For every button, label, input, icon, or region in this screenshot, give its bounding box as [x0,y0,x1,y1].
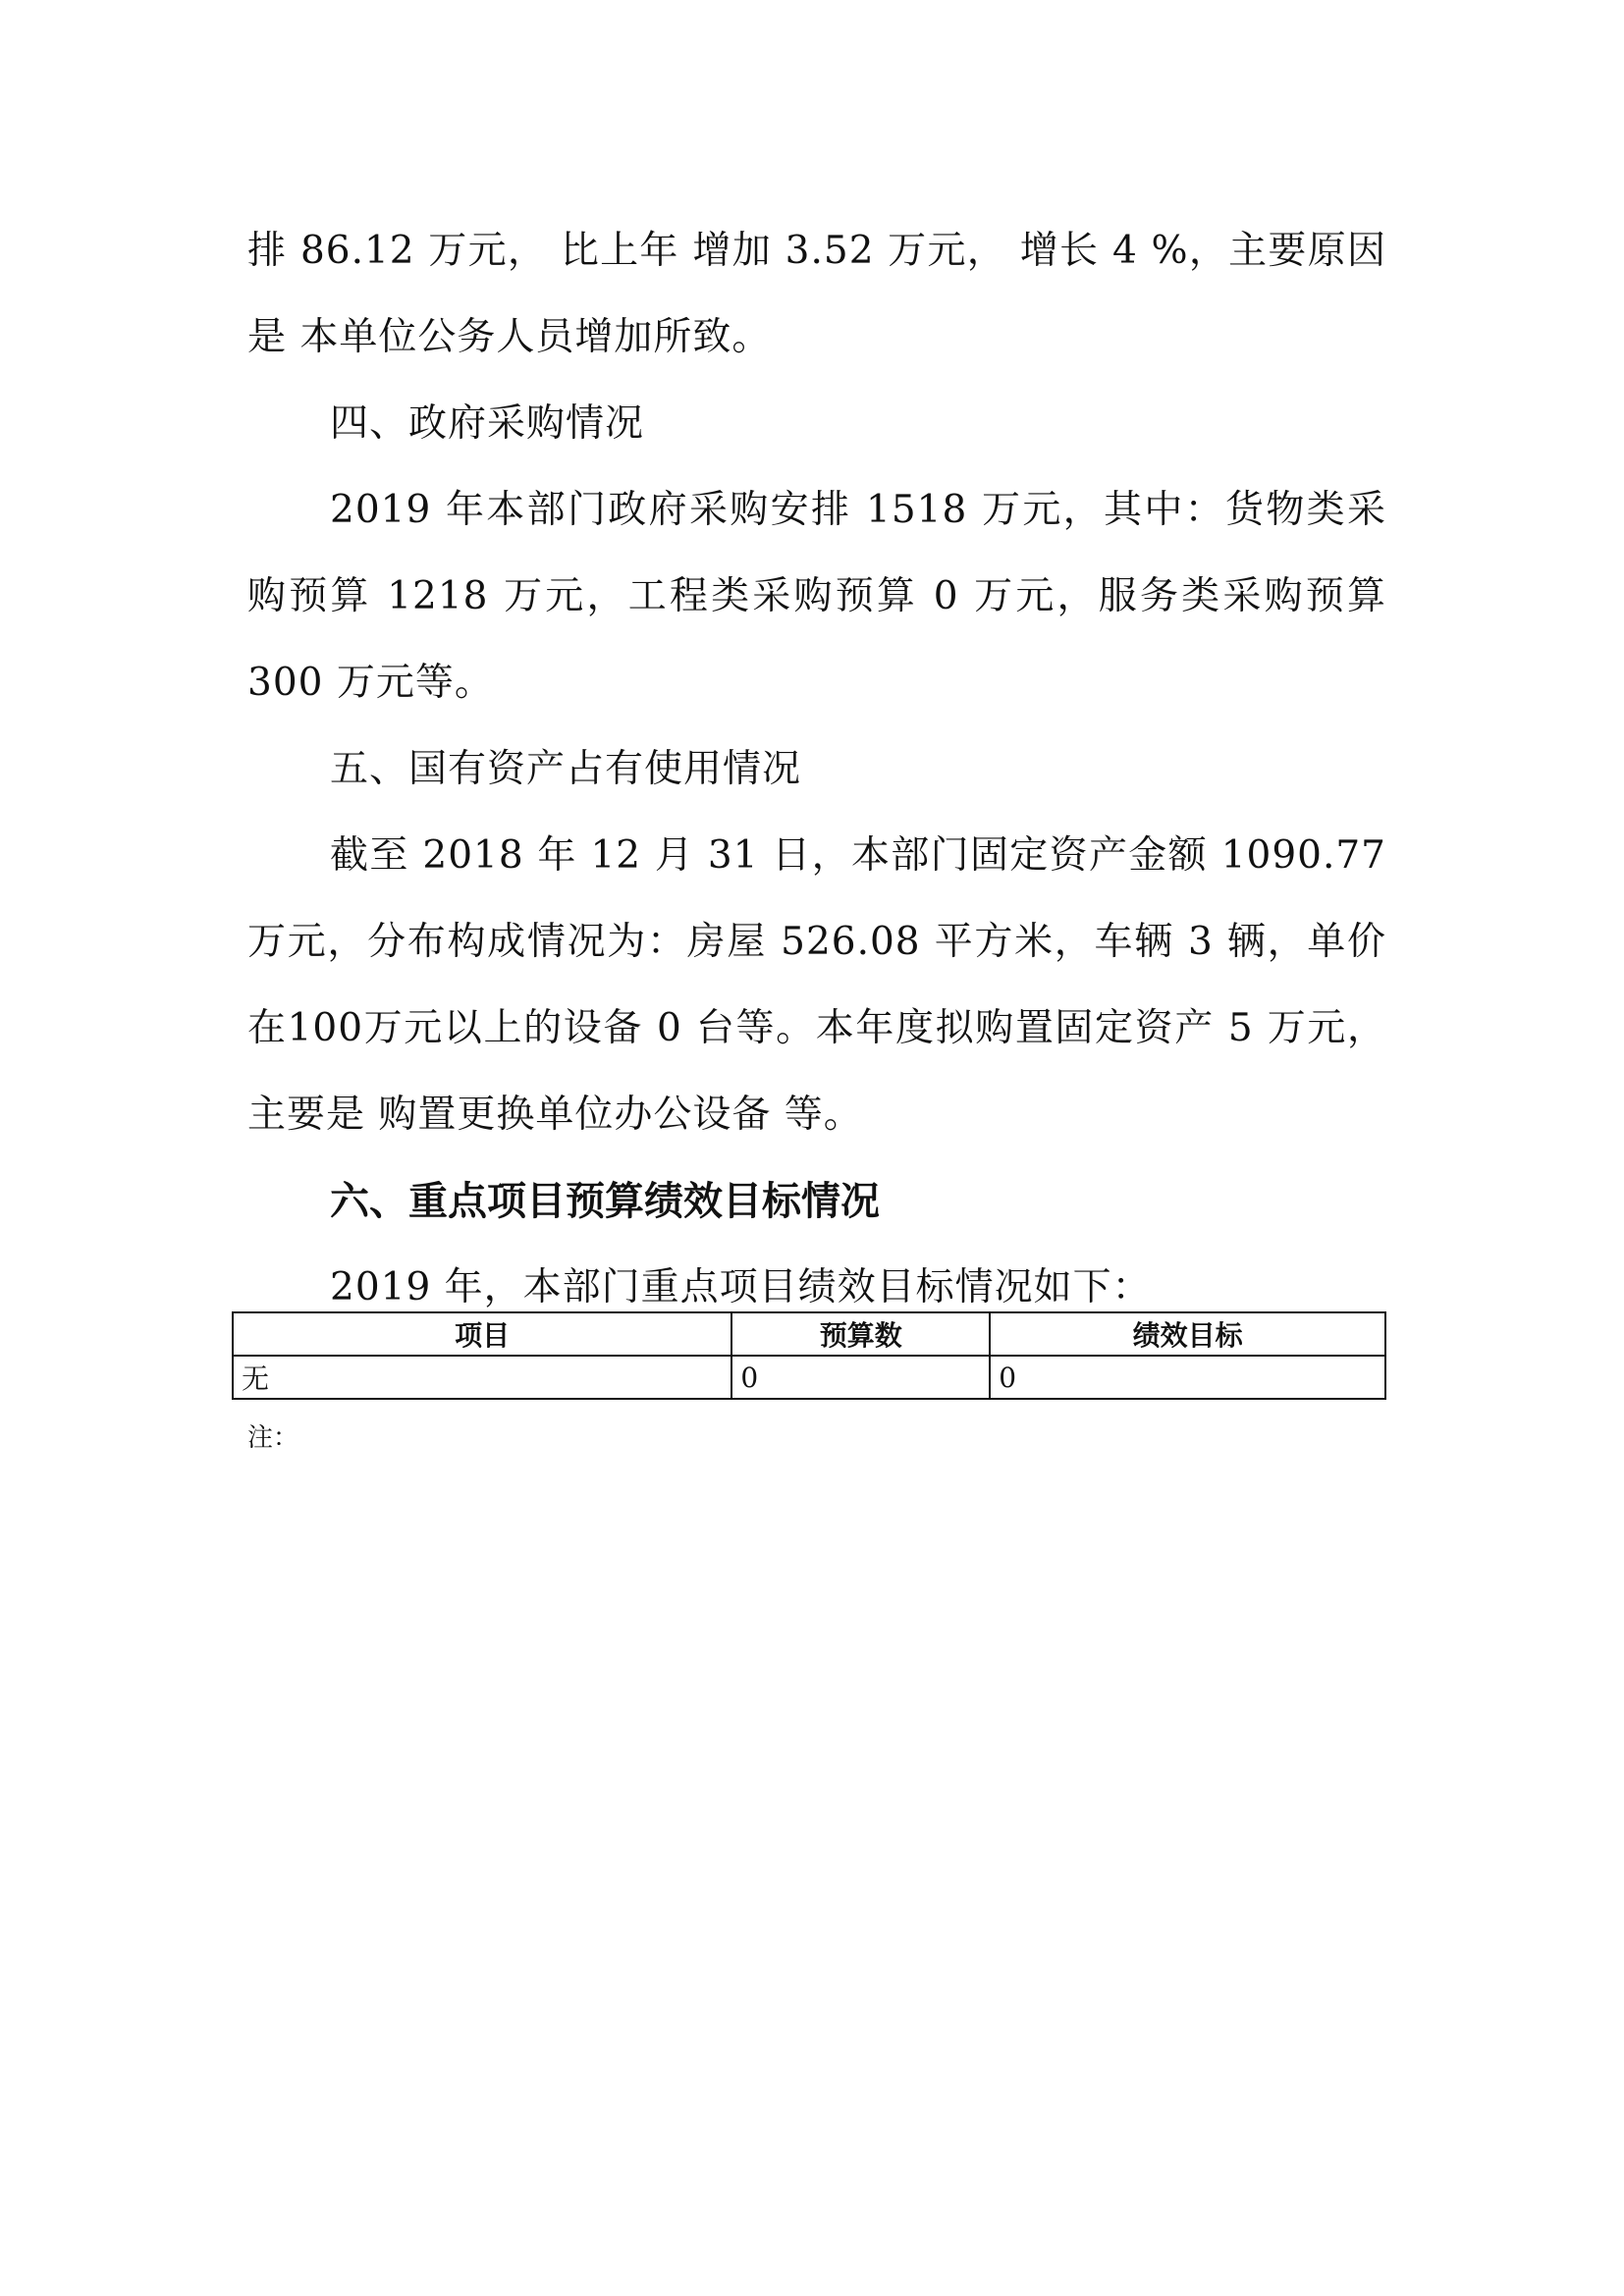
table-cell-project: 无 [233,1356,731,1399]
table-note: 注： [247,1423,299,1453]
table-row [233,1356,1385,1399]
table-cell-budget: 0 [731,1356,990,1399]
paragraph-procurement: 2019 年本部门政府采购安排 1518 万元，其中：货物类采购预算 1218 万元，工程类采购预算 0 万元，服务类采购预算 300 万元等。 [247,488,1386,705]
paragraph-personnel-spending: 排 86.12 万元， 比上年 增加 3.52 万元， 增长 4 %，主要原因是 本单位公务人员增加所致。 [247,229,1386,359]
table-cell-target: 0 [990,1356,1385,1399]
paragraph-assets: 截至 2018 年 12 月 31 日，本部门固定资产金额 1090.77 万元，分布构成情况为：房屋 526.08 平方米，车辆 3 辆，单价在100万元以上的设备 0 台等。本年度拟购置固定资产 5 万元，主要是 购置更换单位办公设备 等。 [247,833,1386,1137]
section-heading-procurement: 四、政府采购情况 [330,401,645,446]
column-header-project: 项目 [233,1312,731,1356]
performance-table [232,1311,1386,1400]
section-heading-performance: 六、重点项目预算绩效目标情况 [330,1179,880,1224]
paragraph-performance: 2019 年，本部门重点项目绩效目标情况如下： [330,1265,1152,1309]
performance-table-wrapper [232,1311,1386,1400]
column-header-target: 绩效目标 [990,1312,1385,1356]
section-heading-assets: 五、国有资产占有使用情况 [330,747,802,791]
column-header-budget: 预算数 [731,1312,990,1356]
table-header-row [233,1312,1385,1356]
document-body [247,208,1386,1331]
